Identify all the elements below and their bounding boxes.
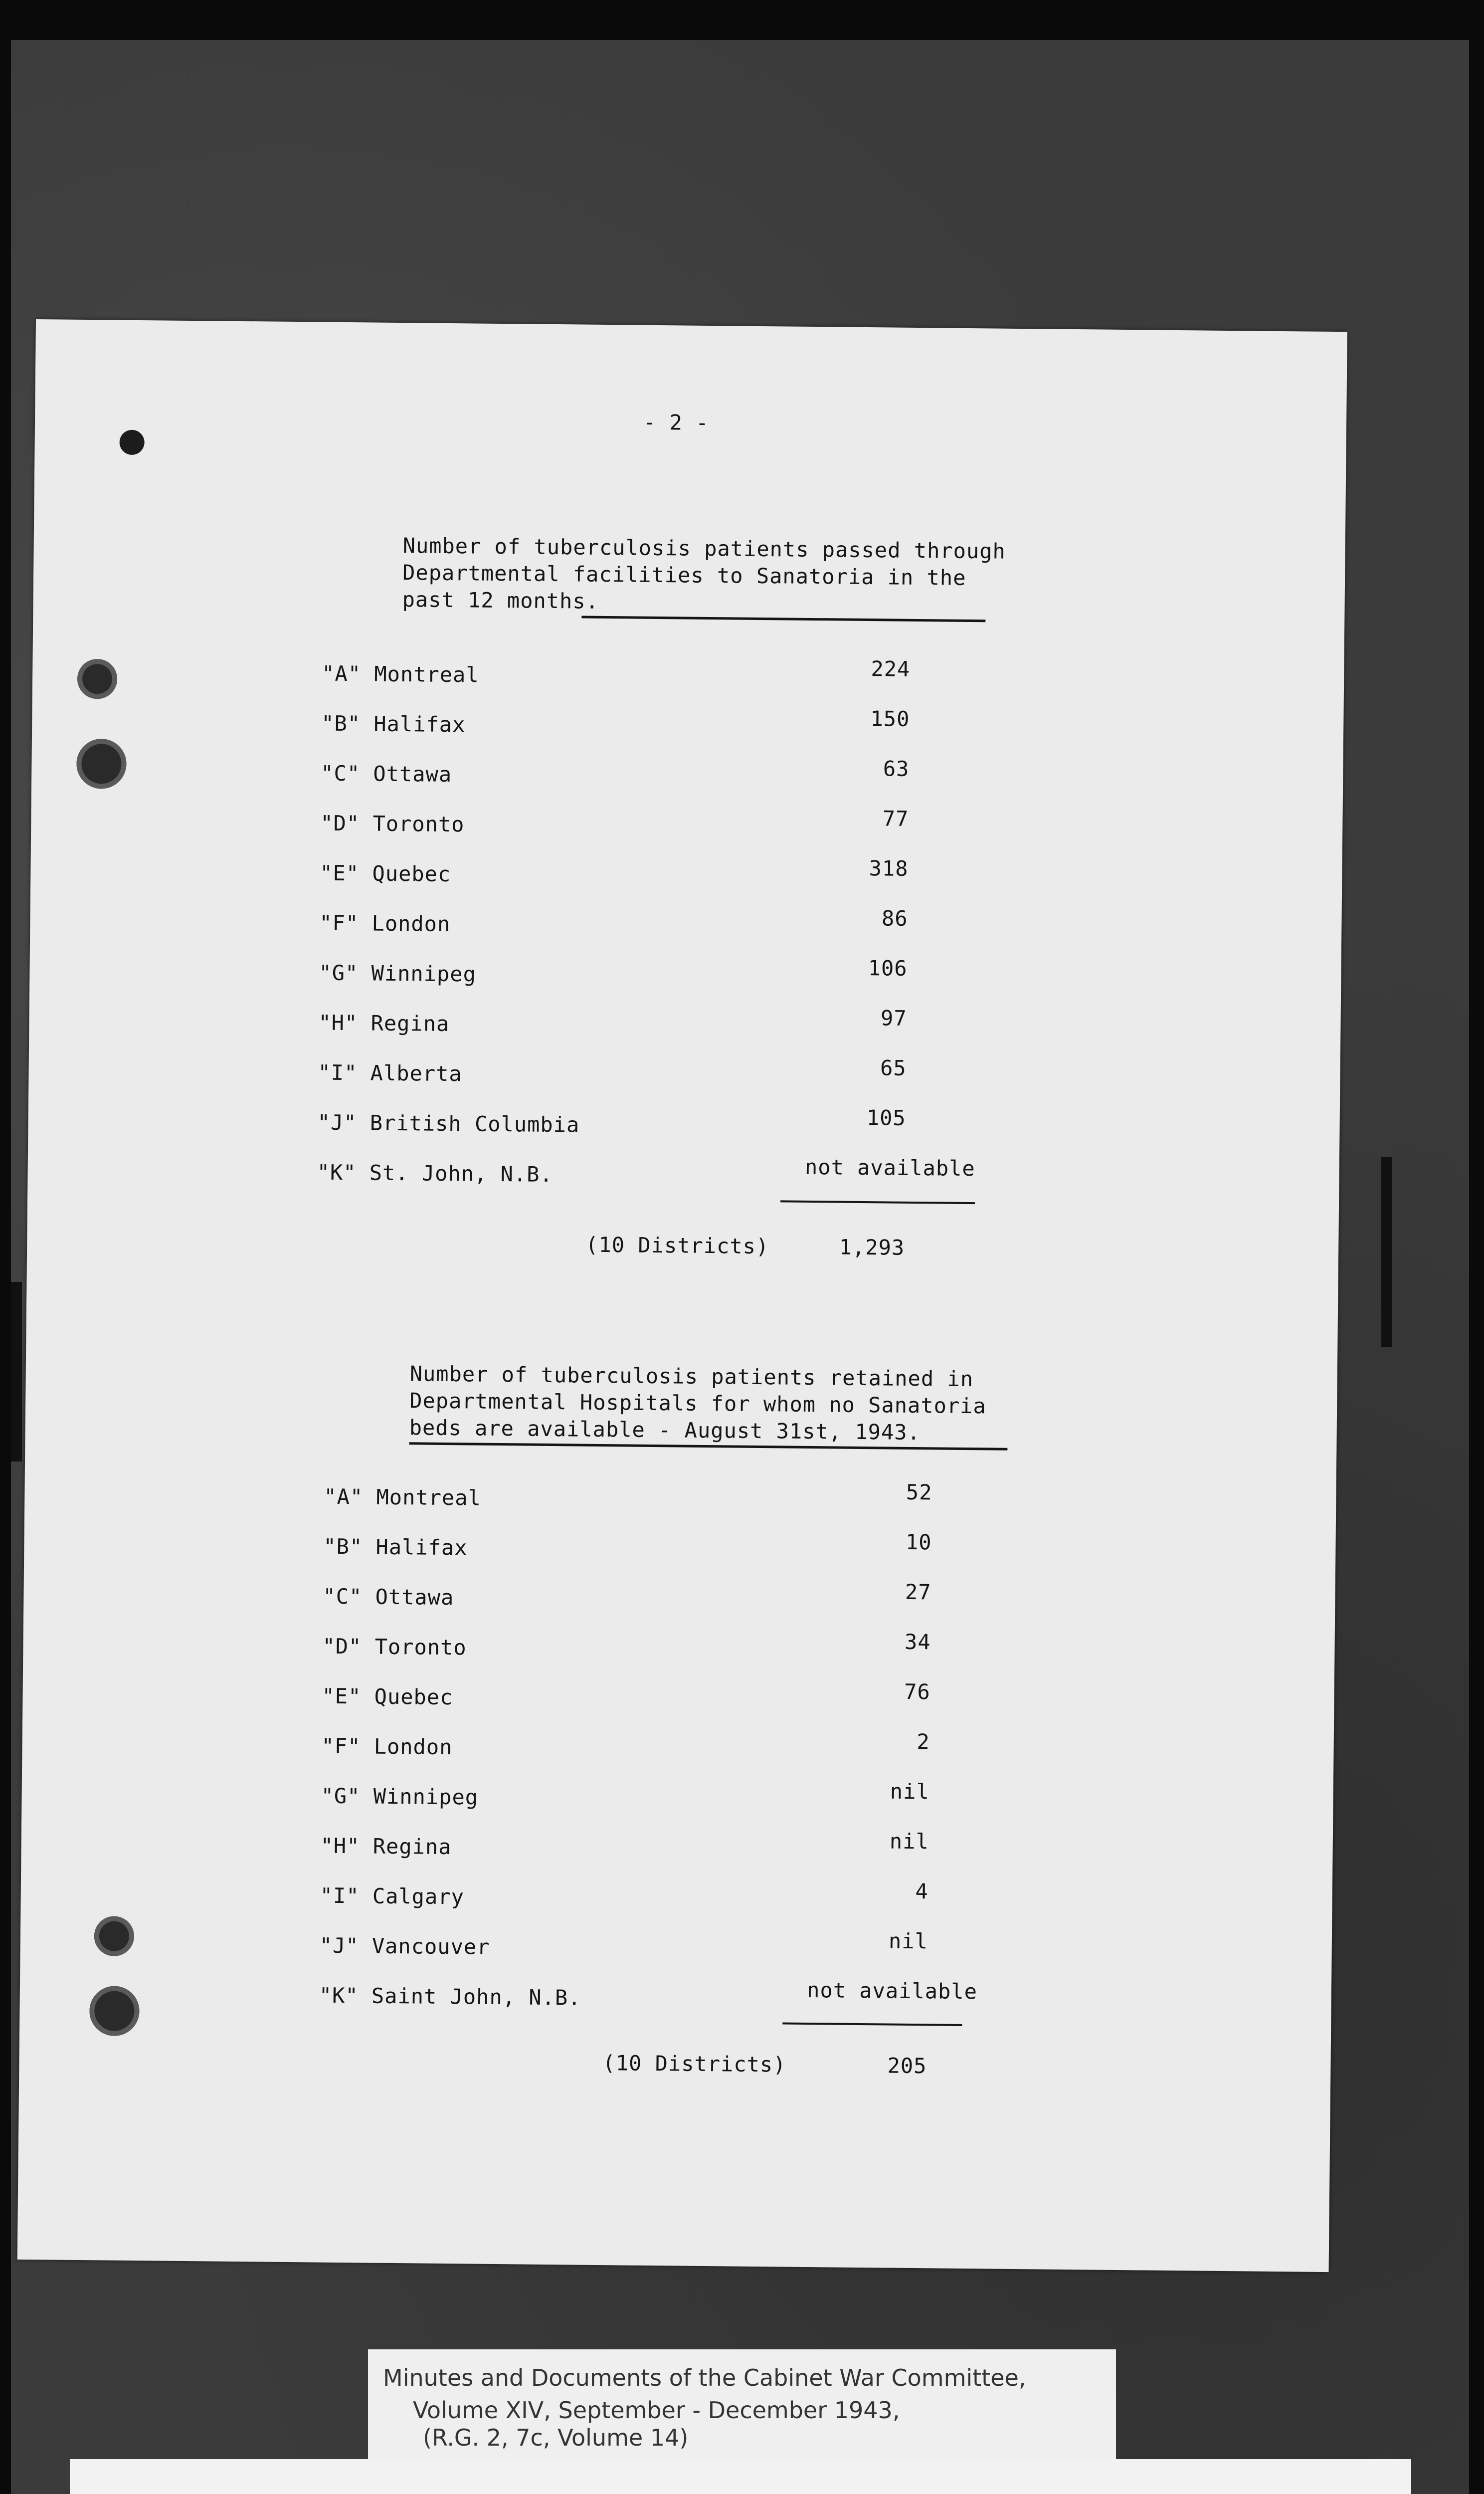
table-row-label: "J" British Columbia [317,1110,580,1137]
table-row-label: "A" Montreal [324,1484,482,1510]
table-row-label: "H" Regina [318,1010,450,1037]
table-row-value: 2 [917,1729,930,1754]
table2-total-value: 205 [887,2053,927,2078]
scan-edge-mark [11,1282,22,1461]
table2-total-label: (10 Districts) [602,2051,786,2077]
archives-card [70,2459,1411,2494]
table-row-label: "E" Quebec [320,860,451,887]
table-row-label: "G" Winnipeg [321,1783,479,1810]
scan-frame-left [0,0,11,2494]
table-row-value: 76 [904,1679,930,1704]
table-row-value: not available [806,1977,978,2004]
table-row-value: 318 [869,856,909,881]
table-row-label: "J" Vancouver [319,1933,490,1959]
table-row-value: 106 [868,956,908,981]
archive-reference-line: Volume XIV, September - December 1943, [413,2397,900,2424]
page-number: - 2 - [643,410,709,435]
table2-heading-line: Number of tuberculosis patients retained in [409,1361,974,1392]
table-row-label: "B" Halifax [323,1534,468,1560]
table-row-label: "F" London [319,910,451,937]
table-row-label: "D" Toronto [322,1634,467,1660]
table-row-label: "I" Alberta [318,1060,462,1086]
table-row-value: 27 [905,1579,931,1605]
table1-heading-line: past 12 months. [402,587,599,614]
table1-heading-underline [581,616,985,623]
table1-total-label: (10 Districts) [585,1232,769,1259]
scan-frame-top [0,0,1484,40]
table1-total-value: 1,293 [839,1235,905,1260]
table1-heading-line: Number of tuberculosis patients passed through [402,533,1006,564]
table-row-value: not available [804,1154,975,1181]
table-row-value: 105 [866,1105,906,1130]
table2-heading-line: beds are available - August 31st, 1943. [409,1415,921,1445]
table-row-value: 4 [915,1879,929,1904]
table-row-value: 150 [870,706,910,731]
table-row-label: "I" Calgary [320,1883,465,1909]
document-page [17,319,1347,2272]
table-row-value: 63 [883,756,910,781]
table-row-label: "K" Saint John, N.B. [319,1983,581,2010]
table2-heading-line: Departmental Hospitals for whom no Sanatoria [409,1388,987,1419]
scan-edge-mark [1381,1157,1392,1347]
table-row-value: nil [890,1779,929,1804]
punch-hole [119,430,144,455]
table-row-value: 77 [882,806,909,831]
table1-total-rule [780,1200,975,1204]
punch-hole [76,739,127,789]
table1-heading-line: Departmental facilities to Sanatoria in the [402,560,966,590]
table-row-value: 34 [904,1629,931,1655]
table-row-label: "G" Winnipeg [319,960,477,987]
table-row-value: 65 [880,1055,907,1080]
table-row-value: 86 [881,906,908,931]
table-row-value: 52 [906,1479,932,1505]
table-row-label: "A" Montreal [321,661,479,687]
table-row-value: 97 [880,1006,907,1031]
archive-reference-label [368,2349,1116,2459]
table-row-label: "H" Regina [320,1833,452,1860]
table-row-label: "C" Ottawa [321,761,452,787]
table-row-value: 10 [905,1529,932,1555]
table-row-value: 224 [871,656,911,681]
table-row-label: "B" Halifax [321,711,466,737]
archive-reference-line: Minutes and Documents of the Cabinet War Committee, [383,2364,1026,2391]
scan-frame-right [1469,0,1484,2494]
table-row-value: nil [888,1928,928,1954]
table2-total-rule [782,2023,962,2026]
punch-hole [89,1986,140,2036]
punch-hole [94,1916,135,1956]
table-row-label: "D" Toronto [320,811,465,837]
table-row-label: "E" Quebec [322,1683,453,1710]
table-row-label: "F" London [321,1733,453,1760]
punch-hole [77,659,118,699]
table-row-label: "K" St. John, N.B. [317,1160,553,1187]
table-row-label: "C" Ottawa [323,1584,454,1610]
table-row-value: nil [889,1829,929,1854]
archive-reference-line: (R.G. 2, 7c, Volume 14) [423,2424,689,2451]
